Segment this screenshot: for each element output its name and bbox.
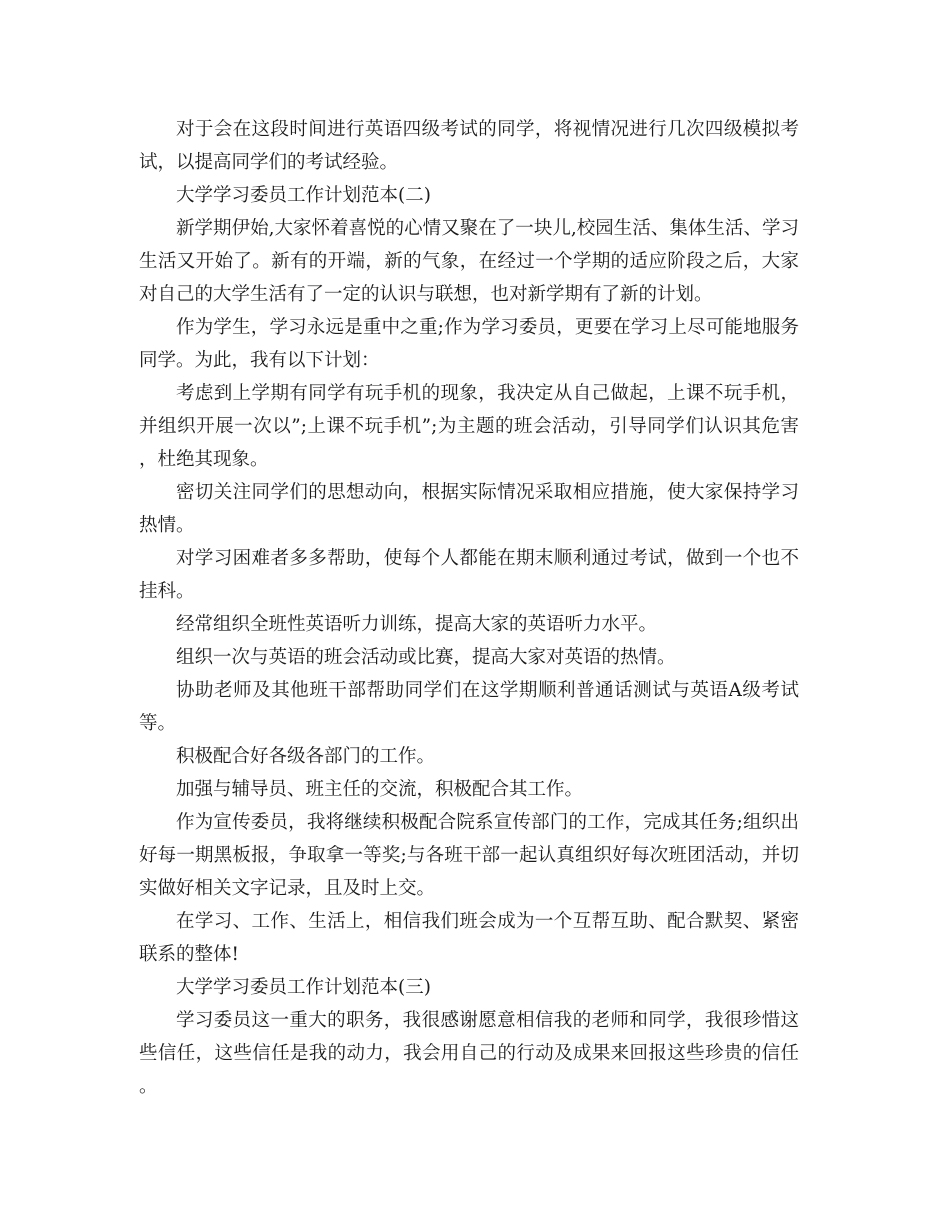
paragraph-gratitude: 学习委员这一重大的职务，我很感谢愿意相信我的老师和同学，我很珍惜这些信任，这些信任是我的动力，我会用自己的行动及成果来回报这些珍贵的信任。 [139, 1010, 799, 1097]
section-heading-two: 大学学习委员工作计划范本(二) [176, 185, 431, 206]
paragraph-unity: 在学习、工作、生活上，相信我们班会成为一个互帮互助、配合默契、紧密联系的整体! [139, 911, 799, 965]
paragraph-new-semester: 新学期伊始,大家怀着喜悦的心情又聚在了一块儿,校园生活、集体生活、学习生活又开始了。新有的开端，新的气象，在经过一个学期的适应阶段之后，大家对自己的大学生活有了一定的认识与联想，也对新学期有了新的计划。 [139, 218, 799, 305]
paragraph-publicity: 作为宣传委员，我将继续积极配合院系宣传部门的工作，完成其任务;组织出好每一期黑板报，争取拿一等奖;与各班干部一起认真组织好每次班团活动，并切实做好相关文字记录，且及时上交。 [139, 812, 799, 899]
paragraph-as-student: 作为学生，学习永远是重中之重;作为学习委员，更要在学习上尽可能地服务同学。为此，我有以下计划： [139, 317, 799, 371]
paragraph-cooperate: 积极配合好各级各部门的工作。 [176, 746, 436, 767]
paragraph-communication: 加强与辅导员、班主任的交流，积极配合其工作。 [176, 779, 584, 800]
paragraph-help-students: 对学习困难者多多帮助，使每个人都能在期末顺利通过考试，做到一个也不挂科。 [139, 548, 799, 602]
paragraph-assist-teacher: 协助老师及其他班干部帮助同学们在这学期顺利普通话测试与英语A级考试等。 [139, 680, 799, 734]
paragraph-english-activity: 组织一次与英语的班会活动或比赛，提高大家对英语的热情。 [176, 647, 676, 668]
paragraph-listening-training: 经常组织全班性英语听力训练，提高大家的英语听力水平。 [176, 614, 658, 635]
paragraph-exam-simulation: 对于会在这段时间进行英语四级考试的同学，将视情况进行几次四级模拟考试，以提高同学们的考试经验。 [139, 119, 799, 173]
section-heading-three: 大学学习委员工作计划范本(三) [176, 977, 431, 998]
paragraph-attention: 密切关注同学们的思想动向，根据实际情况采取相应措施，使大家保持学习热情。 [139, 482, 799, 536]
paragraph-phone-policy: 考虑到上学期有同学有玩手机的现象，我决定从自己做起，上课不玩手机，并组织开展一次以”;上课不玩手机”;为主题的班会活动，引导同学们认识其危害，杜绝其现象。 [139, 383, 799, 470]
document-body [139, 113, 799, 1103]
